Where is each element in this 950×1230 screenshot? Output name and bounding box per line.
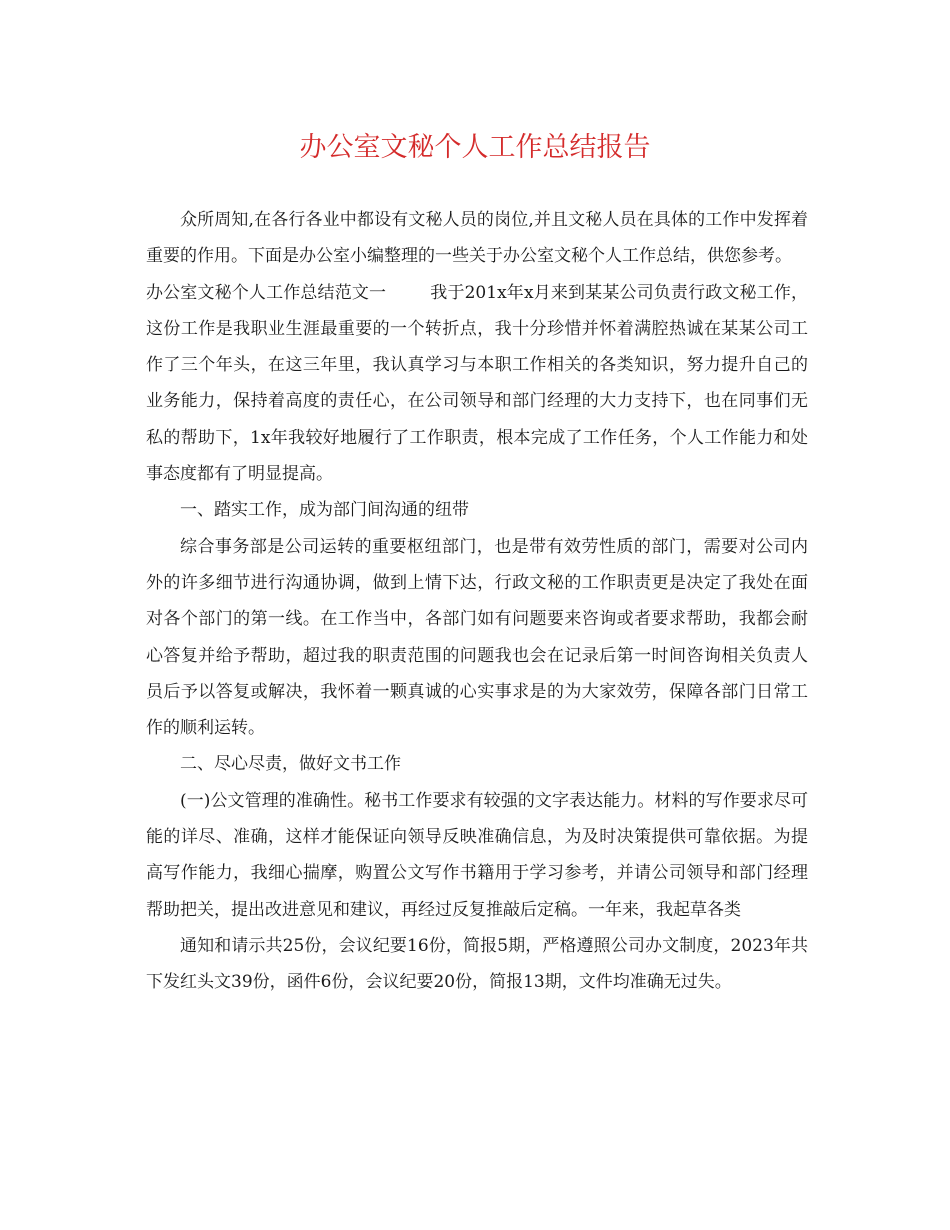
section2-heading: 二、尽心尽责，做好文书工作 (180, 754, 401, 775)
sample-paragraph (146, 275, 808, 493)
intro-paragraph: 众所周知,在各行各业中都设有文秘人员的岗位,并且文秘人员在具体的工作中发挥着重要的作用。下面是办公室小编整理的一些关于办公室文秘个人工作总结，供您参考。 (146, 210, 808, 267)
section2-continued: 通知和请示共25份，会议纪要16份，简报5期，严格遵照公司办文制度，2023年共下发红头文39份，函件6份，会议纪要20份，简报13期，文件均准确无过失。 (146, 935, 808, 993)
document-body (146, 202, 808, 1001)
sample-opening: 我于201x年x月来到某某公司负责行政文秘工作，这份工作是我职业生涯最重要的一个转折点，我十分珍惜并怀着满腔热诚在某某公司工作了三个年头，在这三年里，我认真学习与本职工作相关的各类知识，努力提升自己的业务能力，保持着高度的责任心，在公司领导和部门经理的大力支持下，也在同事们无私的帮助下，1x年我较好地履行了工作职责，根本完成了工作任务，个人工作能力和处事态度都有了明显提高。 (146, 282, 809, 485)
sample-heading: 办公室文秘个人工作总结范文一 (146, 282, 387, 303)
section2-body: (一)公文管理的准确性。秘书工作要求有较强的文字表达能力。材料的写作要求尽可能的详尽、准确，这样才能保证向领导反映准确信息，为及时决策提供可靠依据。为提高写作能力，我细心揣摩，购置公文写作书籍用于学习参考，并请公司领导和部门经理帮助把关，提出改进意见和建议，再经过反复推敲后定稿。一年来，我起草各类 (146, 790, 808, 920)
section1-heading: 一、踏实工作，成为部门间沟通的纽带 (180, 500, 469, 521)
document-title: 办公室文秘个人工作总结报告 (299, 132, 651, 163)
section1-body: 综合事务部是公司运转的重要枢纽部门，也是带有效劳性质的部门，需要对公司内外的许多细节进行沟通协调，做到上情下达，行政文秘的工作职责更是决定了我处在面对各个部门的第一线。在工作当中，各部门如有问题要来咨询或者要求帮助，我都会耐心答复并给予帮助，超过我的职责范围的问题我也会在记录后第一时间咨询相关负责人员后予以答复或解决，我怀着一颗真诚的心实事求是的为大家效劳，保障各部门日常工作的顺利运转。 (146, 536, 808, 739)
